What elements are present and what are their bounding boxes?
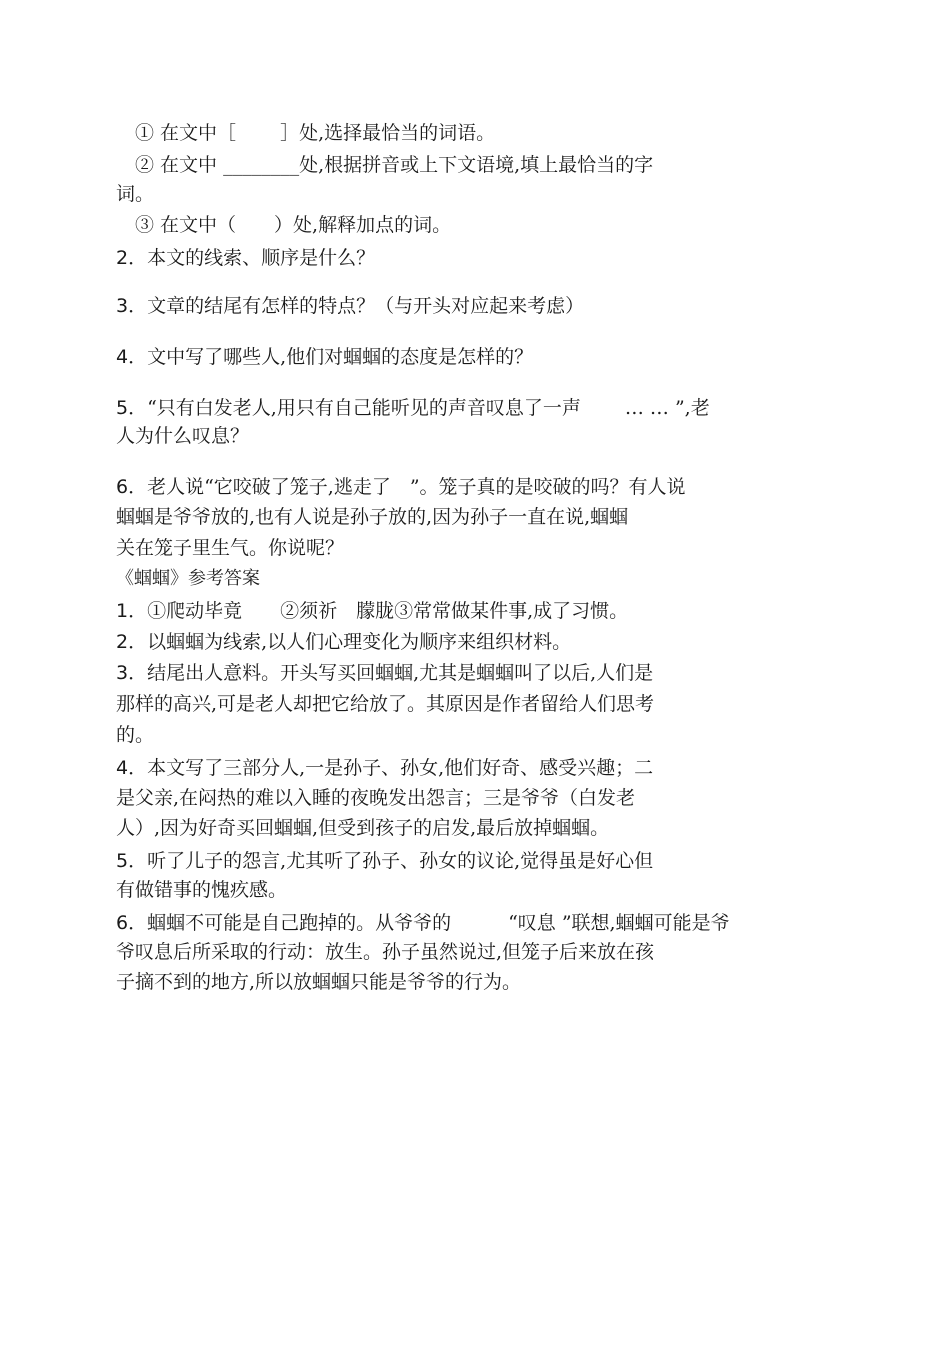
answer-6-cont: 爷叹息后所采取的行动：放生。孙子虽然说过,但笼子后来放在孩: [116, 941, 655, 963]
answer-6-cont: 子摘不到的地方,所以放蝈蝈只能是爷爷的行为。: [116, 971, 522, 993]
answer-4: [116, 756, 653, 780]
answer-6: [116, 911, 730, 935]
answer-number: 1: [116, 600, 129, 622]
question-number: 4: [116, 346, 129, 368]
question-text: ．本文的线索、顺序是什么？: [128, 247, 376, 269]
answer-number: 3: [116, 662, 129, 684]
question-4: [116, 345, 533, 369]
sub-item-2: ② 在文中 ________处,根据拼音或上下文语境,填上最恰当的字: [135, 154, 654, 176]
sub-item-2-cont: 词。: [116, 183, 155, 205]
answer-text: ．蝈蝈不可能是自己跑掉的。从爷爷的 “叹息 ”联想,蝈蝈可能是爷: [128, 912, 730, 934]
answer-title: 《蝈蝈》参考答案: [116, 568, 260, 589]
question-5: [116, 396, 710, 420]
question-6-cont: 关在笼子里生气。你说呢？: [116, 537, 345, 559]
answer-text: ．结尾出人意料。开头写买回蝈蝈,尤其是蝈蝈叫了以后,人们是: [128, 662, 654, 684]
answer-number: 6: [116, 912, 129, 934]
answer-3-cont: 那样的高兴,可是老人却把它给放了。其原因是作者留给人们思考: [116, 693, 655, 715]
question-number: 5: [116, 397, 129, 419]
question-3: [116, 294, 584, 318]
question-number: 3: [116, 295, 129, 317]
question-text: ．文中写了哪些人,他们对蝈蝈的态度是怎样的？: [128, 346, 534, 368]
answer-text: ．听了儿子的怨言,尤其听了孙子、孙女的议论,觉得虽是好心但: [128, 850, 654, 872]
answer-5-cont: 有做错事的愧疚感。: [116, 879, 288, 901]
question-number: 2: [116, 247, 129, 269]
sub-item-1: ① 在文中［ ］处,选择最恰当的词语。: [135, 122, 496, 144]
answer-text: ．本文写了三部分人,一是孙子、孙女,他们好奇、感受兴趣；二: [128, 757, 654, 779]
question-6: [116, 475, 686, 499]
question-6-cont: 蝈蝈是爷爷放的,也有人说是孙子放的,因为孙子一直在说,蝈蝈: [116, 506, 629, 528]
answer-5: [116, 849, 653, 873]
answer-number: 2: [116, 631, 129, 653]
answer-text: ．以蝈蝈为线索,以人们心理变化为顺序来组织材料。: [128, 631, 572, 653]
answer-number: 4: [116, 757, 129, 779]
sub-item-3: ③ 在文中（ ）处,解释加点的词。: [135, 214, 452, 236]
answer-3: [116, 661, 653, 685]
question-5-cont: 人为什么叹息？: [116, 425, 250, 447]
answer-1: [116, 599, 628, 623]
answer-3-cont: 的。: [116, 724, 155, 746]
question-text: ．老人说“它咬破了笼子,逃走了 ”。笼子真的是咬破的吗？有人说: [128, 476, 686, 498]
answer-4-cont: 人）,因为好奇买回蝈蝈,但受到孩子的启发,最后放掉蝈蝈。: [116, 817, 610, 839]
answer-number: 5: [116, 850, 129, 872]
question-text: ．“只有白发老人,用只有自己能听见的声音叹息了一声 … … ”,老: [128, 397, 710, 419]
answer-2: [116, 630, 571, 654]
question-text: ．文章的结尾有怎样的特点？（与开头对应起来考虑）: [128, 295, 585, 317]
answer-text: ．①爬动毕竟 ②须祈 朦胧③常常做某件事,成了习惯。: [128, 600, 629, 622]
question-2: [116, 246, 375, 270]
answer-4-cont: 是父亲,在闷热的难以入睡的夜晚发出怨言；三是爷爷（白发老: [116, 787, 636, 809]
question-number: 6: [116, 476, 129, 498]
